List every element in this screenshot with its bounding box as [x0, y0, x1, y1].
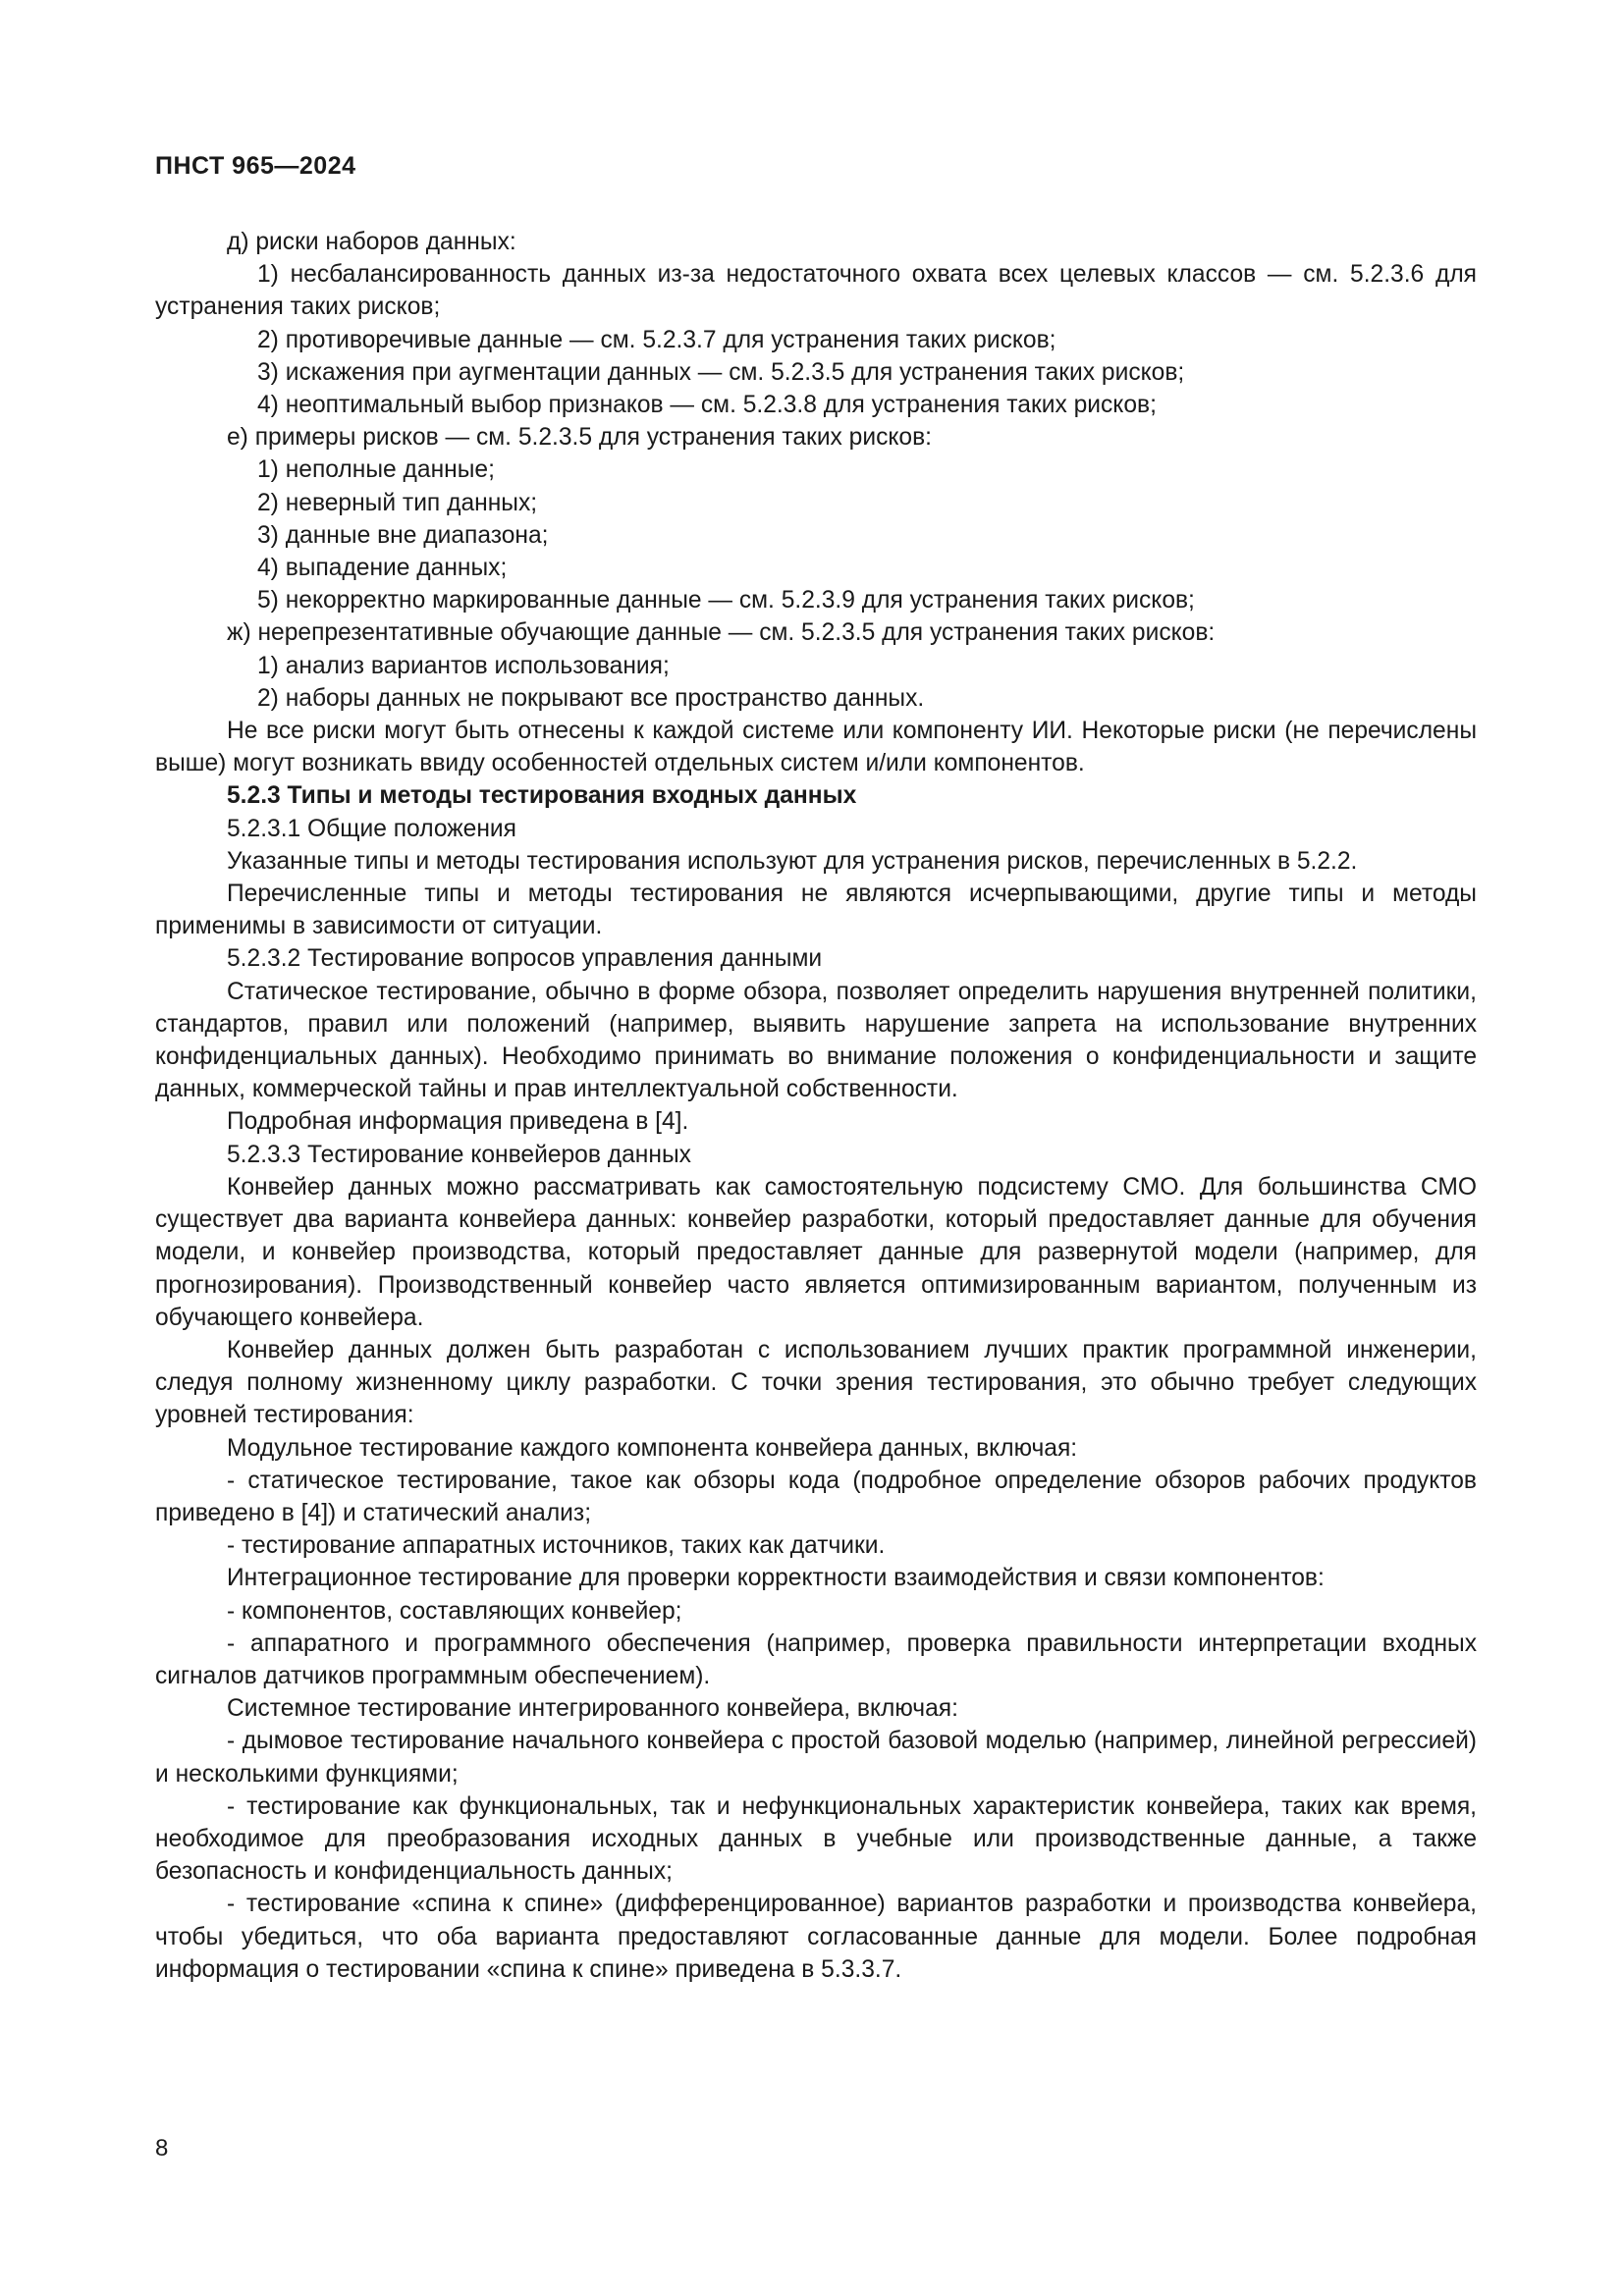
- paragraph: 4) неоптимальный выбор признаков — см. 5.2.3.8 для устранения таких рисков;: [257, 392, 1157, 419]
- paragraph: 1) несбалансированность данных из-за недостаточного охвата всех целевых классов — см. 5.2.3.6 для устранения таких рисков;: [155, 261, 1477, 321]
- paragraph: 2) противоречивые данные — см. 5.2.3.7 для устранения таких рисков;: [257, 326, 1056, 353]
- paragraph: Конвейер данных должен быть разработан с использованием лучших практик программной инженерии, следуя полному жизненному циклу разработки. С точки зрения тестирования, это обычно требует следующих уровней тестирования:: [155, 1336, 1477, 1429]
- paragraph: 2) неверный тип данных;: [257, 489, 538, 516]
- paragraph: - тестирование аппаратных источников, таких как датчики.: [227, 1532, 886, 1560]
- section-heading: 5.2.3 Типы и методы тестирования входных данных: [227, 782, 857, 810]
- paragraph: Интеграционное тестирование для проверки корректности взаимодействия и связи компонентов:: [227, 1565, 1325, 1592]
- paragraph: Указанные типы и методы тестирования используют для устранения рисков, перечисленных в 5.2.2.: [227, 847, 1358, 875]
- paragraph: 1) анализ вариантов использования;: [257, 652, 670, 679]
- paragraph: 4) выпадение данных;: [257, 555, 508, 582]
- paragraph: Системное тестирование интегрированного конвейера, включая:: [227, 1695, 958, 1723]
- paragraph: - тестирование «спина к спине» (дифференцированное) вариантов разработки и производства конвейера, чтобы убедиться, что оба варианта предоставляют согласованные данные для модели. Более подробная информация о тестировании «спина к спине» приведена в 5.3.3.7.: [155, 1891, 1477, 1983]
- paragraph: - тестирование как функциональных, так и нефункциональных характеристик конвейера, таких как время, необходимое для преобразования исходных данных в учебные или производственные данные, а также безопасность и конфиденциальность данных;: [155, 1792, 1477, 1886]
- paragraph: 3) искажения при аугментации данных — см. 5.2.3.5 для устранения таких рисков;: [257, 358, 1185, 386]
- paragraph: - статическое тестирование, такое как обзоры кода (подробное определение обзоров рабочих продуктов приведено в [4]) и статический анализ;: [155, 1467, 1477, 1526]
- paragraph: д) риски наборов данных:: [227, 229, 516, 255]
- paragraph: Перечисленные типы и методы тестирования не являются исчерпывающими, другие типы и методы применимы в зависимости от ситуации.: [155, 881, 1477, 940]
- paragraph: 2) наборы данных не покрывают все пространство данных.: [257, 684, 925, 712]
- paragraph: 5) некорректно маркированные данные — см. 5.2.3.9 для устранения таких рисков;: [257, 587, 1195, 614]
- paragraph: Конвейер данных можно рассматривать как самостоятельную подсистему СМО. Для большинства СМО существует два варианта конвейера данных: конвейер разработки, который предоставляет данные для обучения модели, и конвейер производства, который предоставляет данные для развернутой модели (например, для прогнозирования). Производственный конвейер часто является оптимизированным вариантом, полученным из обучающего конвейера.: [155, 1173, 1477, 1331]
- paragraph: - компонентов, составляющих конвейер;: [227, 1597, 682, 1625]
- page-number: 8: [155, 2135, 169, 2162]
- paragraph: е) примеры рисков — см. 5.2.3.5 для устранения таких рисков:: [227, 424, 933, 452]
- document-code: ПНСТ 965—2024: [155, 152, 356, 180]
- paragraph: - дымовое тестирование начального конвейера с простой базовой моделью (например, линейной регрессией) и несколькими функциями;: [155, 1728, 1477, 1788]
- paragraph: Статическое тестирование, обычно в форме обзора, позволяет определить нарушения внутренней политики, стандартов, правил или положений (например, выявить нарушение запрета на использование внутренних конфиденциальных данных). Необходимо принимать во внимание положения о конфиденциальности и защите данных, коммерческой тайны и прав интеллектуальной собственности.: [155, 978, 1477, 1103]
- paragraph: ж) нерепрезентативные обучающие данные — см. 5.2.3.5 для устранения таких рисков:: [227, 619, 1216, 647]
- paragraph: - аппаратного и программного обеспечения (например, проверка правильности интерпретации входных сигналов датчиков программным обеспечением).: [155, 1629, 1477, 1689]
- paragraph: 3) данные вне диапазона;: [257, 521, 549, 549]
- paragraph: 5.2.3.2 Тестирование вопросов управления данными: [227, 945, 823, 973]
- paragraph: Не все риски могут быть отнесены к каждой системе или компоненту ИИ. Некоторые риски (не перечислены выше) могут возникать ввиду особенностей отдельных систем и/или компонентов.: [155, 718, 1477, 777]
- paragraph: Подробная информация приведена в [4].: [227, 1108, 689, 1136]
- paragraph: 5.2.3.3 Тестирование конвейеров данных: [227, 1141, 691, 1168]
- paragraph: 5.2.3.1 Общие положения: [227, 815, 516, 842]
- page-body: [155, 226, 1477, 1986]
- paragraph: Модульное тестирование каждого компонента конвейера данных, включая:: [227, 1434, 1078, 1462]
- paragraph: 1) неполные данные;: [257, 456, 495, 484]
